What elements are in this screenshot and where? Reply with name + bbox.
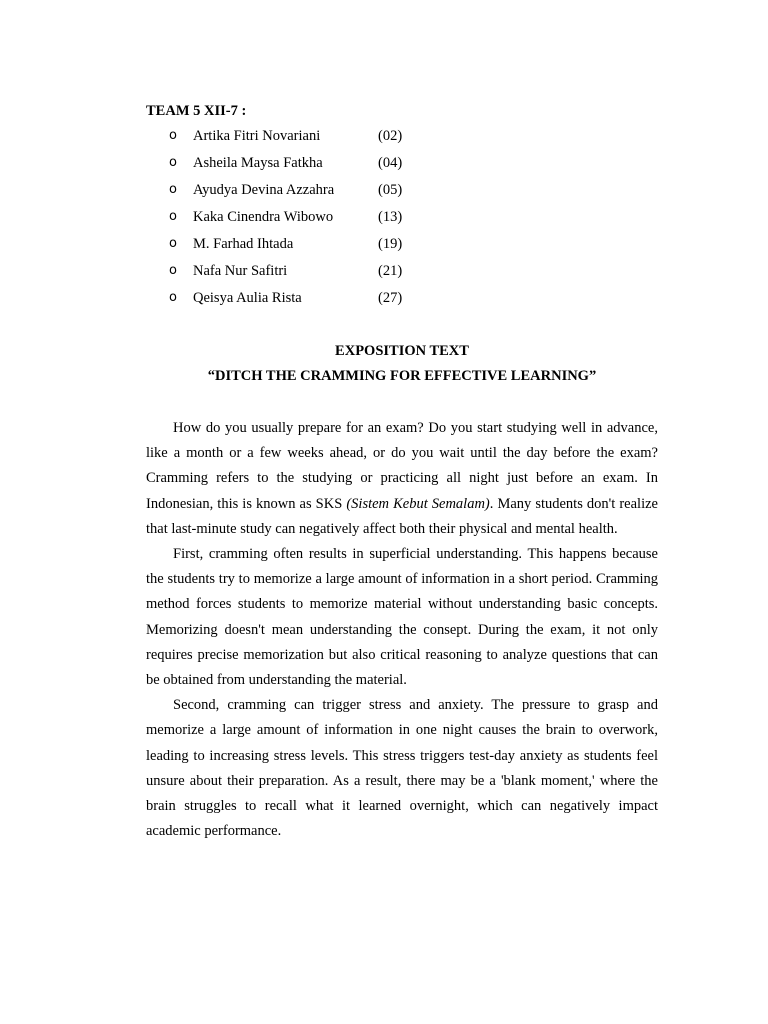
member-name: Nafa Nur Safitri <box>193 263 288 279</box>
paragraph-second-argument: Second, cramming can trigger stress and anxiety. The pressure to grasp and memorize a large amount of information in one night causes the brain to overwork, leading to increasing stress levels. This stress triggers test-day anxiety as students feel unsure about their preparation. As a result, there may be a 'blank moment,' where the brain struggles to recall what it learned overnight, which can negatively impact academic performance. <box>146 697 658 840</box>
list-item <box>168 126 468 153</box>
member-number: (19) <box>378 236 403 252</box>
member-number: (04) <box>378 155 403 171</box>
member-number: (27) <box>378 290 403 306</box>
bullet-icon: o <box>169 128 177 143</box>
list-item <box>168 288 468 315</box>
document-body <box>146 416 658 844</box>
paragraph-first-argument: First, cramming often results in superficial understanding. This happens because the students try to memorize a large amount of information in a short period. Cramming method forces students to memorize material without understanding basic concepts. Memorizing doesn't mean understanding the consept. During the exam, it not only requires precise memorization but also critical reasoning to analyze questions that can be obtained from understanding the material. <box>146 546 658 689</box>
paragraph-text: . Many students don't realize that last-minute study can negatively affect both their physical and mental health. <box>146 495 658 537</box>
member-number: (13) <box>378 209 403 225</box>
member-number: (21) <box>378 263 403 279</box>
bullet-icon: o <box>169 209 177 224</box>
list-item <box>168 207 468 234</box>
bullet-icon: o <box>169 182 177 197</box>
list-item <box>168 261 468 288</box>
bullet-icon: o <box>169 263 177 278</box>
team-member-list <box>168 126 468 315</box>
bullet-icon: o <box>169 155 177 170</box>
document-title: “DITCH THE CRAMMING FOR EFFECTIVE LEARNING” <box>207 368 597 384</box>
member-number: (02) <box>378 128 403 144</box>
list-item <box>168 153 468 180</box>
paragraph-introduction <box>146 416 658 542</box>
member-number: (05) <box>378 182 403 198</box>
member-name: M. Farhad Ihtada <box>193 236 294 252</box>
member-name: Qeisya Aulia Rista <box>193 290 302 306</box>
bullet-icon: o <box>169 290 177 305</box>
document-heading: EXPOSITION TEXT <box>335 343 469 359</box>
member-name: Artika Fitri Novariani <box>193 128 321 144</box>
italic-term: (Sistem Kebut Semalam) <box>346 495 490 512</box>
paragraph-text: How do you usually prepare for an exam? Do you start studying well in advance, like a month or a few weeks ahead, or do you wait until the day before the exam? Cramming refers to the studying or practicing all night just before an exam. In Indonesian, this is known as SKS <box>146 420 658 512</box>
member-name: Kaka Cinendra Wibowo <box>193 209 334 225</box>
list-item <box>168 234 468 261</box>
member-name: Asheila Maysa Fatkha <box>193 155 323 171</box>
team-title: TEAM 5 XII-7 : <box>146 103 247 119</box>
list-item <box>168 180 468 207</box>
member-name: Ayudya Devina Azzahra <box>193 182 335 198</box>
bullet-icon: o <box>169 236 177 251</box>
